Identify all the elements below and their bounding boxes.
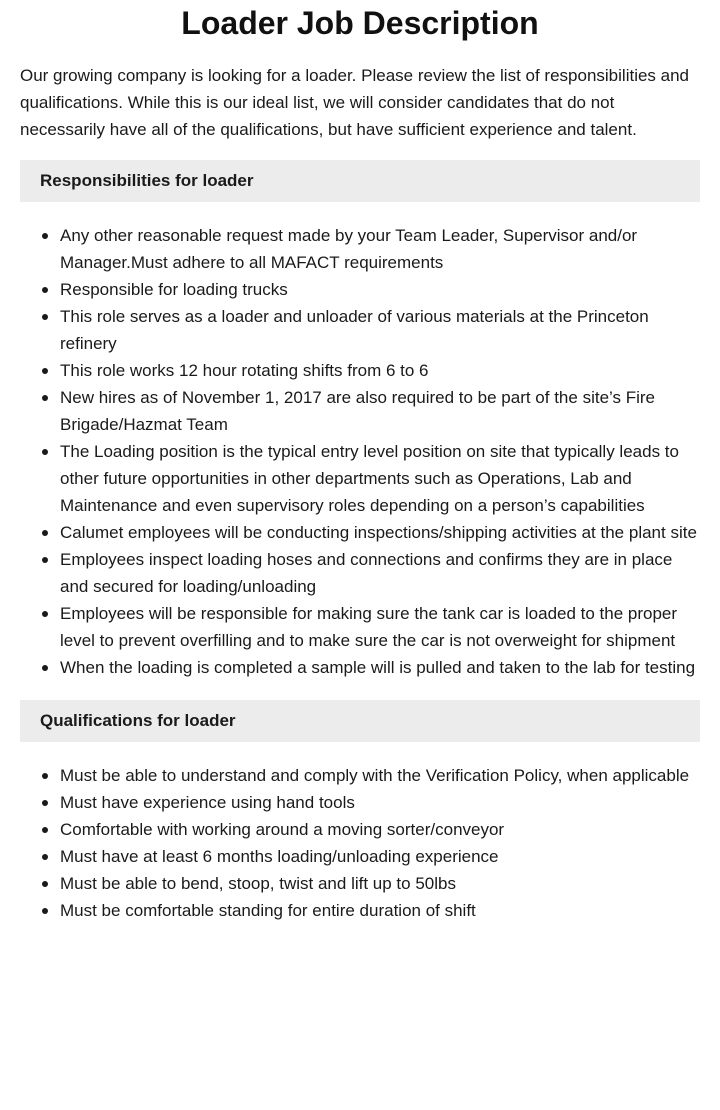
responsibility-item: Responsible for loading trucks	[60, 276, 700, 303]
responsibility-item: This role serves as a loader and unloader of various materials at the Princeton refinery	[60, 303, 700, 357]
qualifications-list	[20, 762, 700, 924]
responsibilities-heading: Responsibilities for loader	[20, 160, 700, 202]
qualification-item: Must be able to bend, stoop, twist and lift up to 50lbs	[60, 870, 700, 897]
qualification-item: Must be able to understand and comply with the Verification Policy, when applicable	[60, 762, 700, 789]
qualification-item: Comfortable with working around a moving sorter/conveyor	[60, 816, 700, 843]
responsibility-item: This role works 12 hour rotating shifts from 6 to 6	[60, 357, 700, 384]
responsibility-item: When the loading is completed a sample will is pulled and taken to the lab for testing	[60, 654, 700, 681]
responsibility-item: Any other reasonable request made by your Team Leader, Supervisor and/or Manager.Must adhere to all MAFACT requirements	[60, 222, 700, 276]
responsibility-item: New hires as of November 1, 2017 are also required to be part of the site’s Fire Brigade/Hazmat Team	[60, 384, 700, 438]
qualification-item: Must have experience using hand tools	[60, 789, 700, 816]
responsibility-item: Employees will be responsible for making sure the tank car is loaded to the proper level to prevent overfilling and to make sure the car is not overweight for shipment	[60, 600, 700, 654]
qualification-item: Must have at least 6 months loading/unloading experience	[60, 843, 700, 870]
page-title: Loader Job Description	[181, 5, 539, 41]
qualification-item: Must be comfortable standing for entire duration of shift	[60, 897, 700, 924]
intro-paragraph: Our growing company is looking for a loader. Please review the list of responsibilities and qualifications. While this is our ideal list, we will consider candidates that do not necessarily have all of the qualifications, but have sufficient experience and talent.	[20, 66, 690, 139]
responsibilities-list	[20, 222, 700, 681]
qualifications-heading: Qualifications for loader	[20, 700, 700, 742]
responsibility-item: Employees inspect loading hoses and connections and confirms they are in place and secured for loading/unloading	[60, 546, 700, 600]
responsibility-item: The Loading position is the typical entry level position on site that typically leads to other future opportunities in other departments such as Operations, Lab and Maintenance and even supervisory roles depending on a person’s capabilities	[60, 438, 700, 519]
responsibility-item: Calumet employees will be conducting inspections/shipping activities at the plant site	[60, 519, 700, 546]
